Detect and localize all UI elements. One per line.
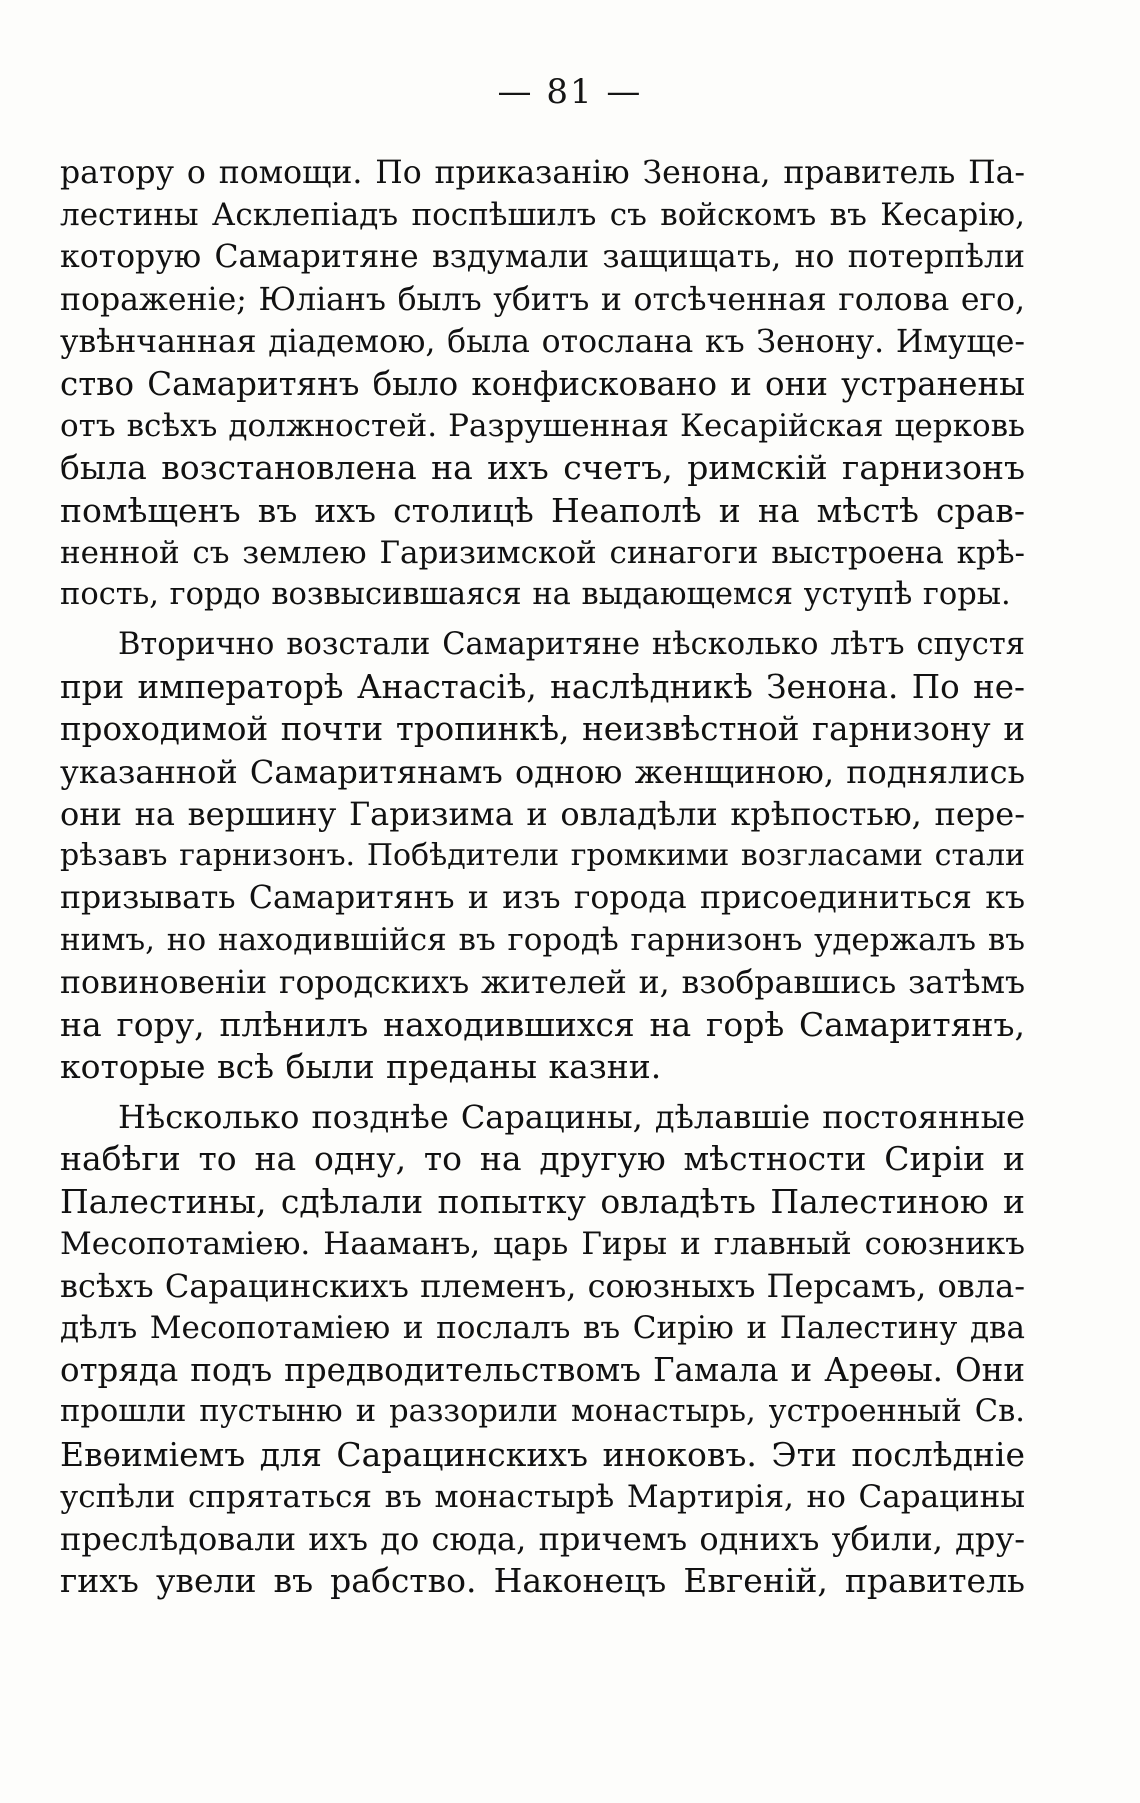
text-line: они на вершину Гаризима и овладѣли крѣпостью, пере- [60,794,1025,833]
text-line: преслѣдовали ихъ до сюда, причемъ однихъ убили, дру- [60,1520,1025,1558]
text-line: Месопотаміею. Нааманъ, царь Гиры и главный союзникъ [60,1225,1025,1262]
text-line: ненной съ землею Гаризимской синагоги выстроена крѣ- [60,534,1025,571]
text-line: которые всѣ были преданы казни. [60,1046,662,1086]
text-line: отряда подъ предводительствомъ Гамала и Ареѳы. Они [60,1351,1025,1390]
page-number: — 81 — [497,72,643,112]
text-line: дѣлъ Месопотаміею и послалъ въ Сирію и Палестину два [60,1310,1025,1347]
text-line: нимъ, но находившійся въ городѣ гарнизонъ удержалъ въ [60,922,1025,959]
text-line: на гору, плѣнилъ находившихся на горѣ Самаритянъ, [60,1004,1025,1044]
paragraph-3 [60,1096,1025,1602]
text-line: набѣги то на одну, то на другую мѣстности Сиріи и [60,1139,1025,1179]
paragraph-gap [60,616,1025,624]
text-line: Палестины, сдѣлали попытку овладѣть Палестиною и [60,1181,1025,1221]
text-line: призывать Самаритянъ и изъ города присоединиться къ [60,880,1025,917]
paragraph-gap [60,1088,1025,1096]
text-line: Нѣсколько позднѣе Сарацины, дѣлавшіе постоянные [118,1098,1025,1137]
text-line: пораженіе; Юліанъ былъ убитъ и отсѣченная голова его, [60,281,1025,318]
text-line: пость, гордо возвысившаяся на выдающемся уступѣ горы. [60,576,1011,612]
body-text [60,152,1025,1602]
text-line: рѣзавъ гарнизонъ. Побѣдители громкими возгласами стали [60,838,1025,873]
text-line: повиновеніи городскихъ жителей и, взобравшись затѣмъ [60,964,1025,1001]
text-line: всѣхъ Сарацинскихъ племенъ, союзныхъ Персамъ, овла- [60,1266,1025,1305]
text-line: была возстановлена на ихъ счетъ, римскій гарнизонъ [60,448,1025,488]
text-line: гихъ увели въ рабство. Наконецъ Евгеній, правитель [60,1561,1025,1601]
text-line: помѣщенъ въ ихъ столицѣ Неаполѣ и на мѣстѣ срав- [60,490,1025,530]
text-line: отъ всѣхъ должностей. Разрушенная Кесарійская церковь [60,408,1025,445]
paragraph-2 [60,624,1025,1088]
text-line: проходимой почти тропинкѣ, неизвѣстной гарнизону и [60,710,1025,749]
text-line: увѣнчанная діадемою, была отослана къ Зенону. Имуще- [60,323,1025,360]
text-line: лестины Асклепіадъ поспѣшилъ съ войскомъ въ Кесарію, [60,197,1025,234]
text-line: которую Самаритяне вздумали защищать, но потерпѣли [60,239,1025,276]
text-line: ство Самаритянъ было конфисковано и они устранены [60,364,1025,403]
paragraph-1 [60,152,1025,616]
text-line: Вторично возстали Самаритяне нѣсколько лѣтъ спустя [118,627,1025,663]
text-line: при императорѣ Анастасіѣ, наслѣдникѣ Зенона. По не- [60,668,1025,707]
text-line: прошли пустыню и раззорили монастырь, устроенный Св. [60,1394,1025,1430]
text-line: указанной Самаритянамъ одною женщиною, поднялись [60,752,1025,791]
text-line: успѣли спрятаться въ монастырѣ Мартирія, но Сарацины [60,1478,1025,1515]
text-line: Евѳиміемъ для Сарацинскихъ иноковъ. Эти послѣдніе [60,1434,1025,1474]
text-line: ратору о помощи. По приказанію Зенона, правитель Па- [60,155,1025,191]
